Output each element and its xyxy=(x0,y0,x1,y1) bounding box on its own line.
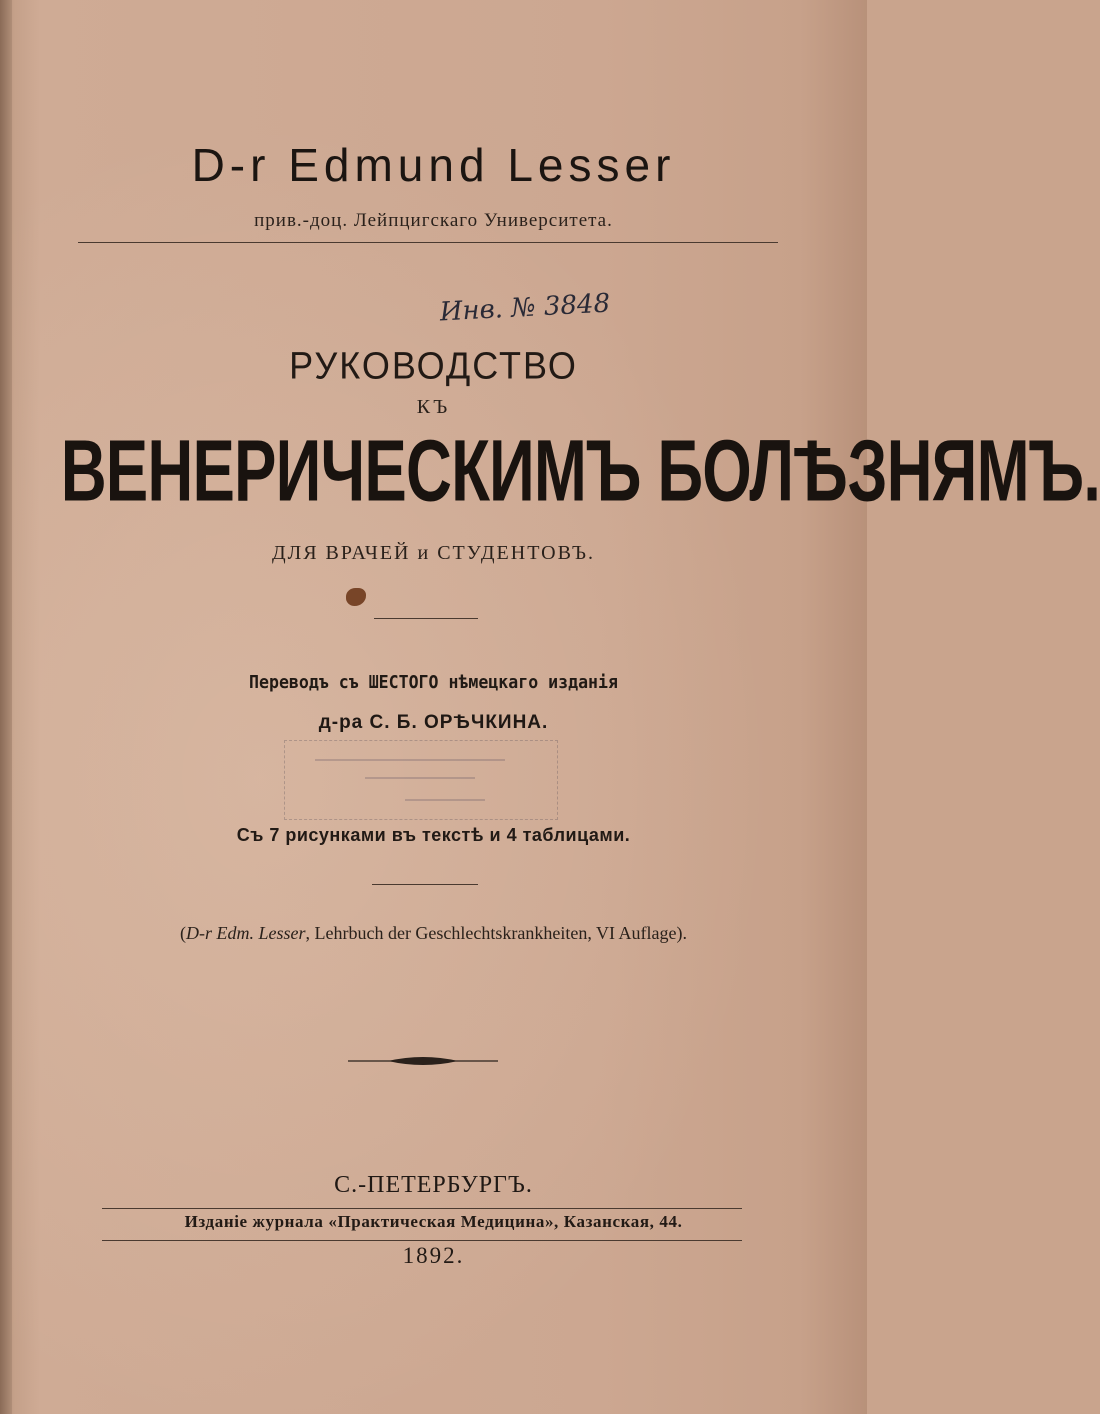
city: С.-ПЕТЕРБУРГЪ. xyxy=(334,1172,533,1198)
ornament-divider xyxy=(348,1053,498,1069)
header-rule xyxy=(78,242,778,243)
orig-open: ( xyxy=(179,923,186,943)
figures-note: Съ 7 рисунками въ текстѣ и 4 таблицами. xyxy=(236,825,631,845)
translator-name: д-ра С. Б. ОРѢЧКИНА. xyxy=(318,712,549,733)
publisher: Изданіе журнала «Практическая Медицина», Казанская, 44. xyxy=(184,1212,683,1231)
title-line-2: КЪ xyxy=(416,396,451,418)
ink-stain xyxy=(346,588,366,606)
author-name: D-r Edmund Lesser xyxy=(191,139,676,191)
translation-line: Переводъ съ ШЕСТОГО нѣмецкаго изданія xyxy=(249,672,618,693)
original-edition-note xyxy=(0,923,867,944)
faded-stamp xyxy=(284,740,558,820)
title-line-1: РУКОВОДСТВО xyxy=(289,343,578,387)
year: 1892. xyxy=(402,1243,465,1268)
subtitle: ДЛЯ ВРАЧЕЙ и СТУДЕНТОВЪ. xyxy=(271,542,595,564)
imprint-rule-bottom xyxy=(102,1240,742,1241)
main-title: ВЕНЕРИЧЕСКИМЪ БОЛѢЗНЯМЪ. xyxy=(60,421,1100,520)
short-rule-1 xyxy=(374,618,478,619)
orig-rest: , Lehrbuch der Geschlechtskrankheiten, VI Auflage). xyxy=(305,923,688,943)
orig-author: D-r Edm. Lesser xyxy=(185,923,306,943)
short-rule-2 xyxy=(372,884,478,885)
imprint-rule-top xyxy=(102,1208,742,1209)
author-affiliation: прив.-доц. Лейпцигскаго Университета. xyxy=(254,210,613,231)
inventory-handwriting: Инв. № 3848 xyxy=(438,288,611,328)
